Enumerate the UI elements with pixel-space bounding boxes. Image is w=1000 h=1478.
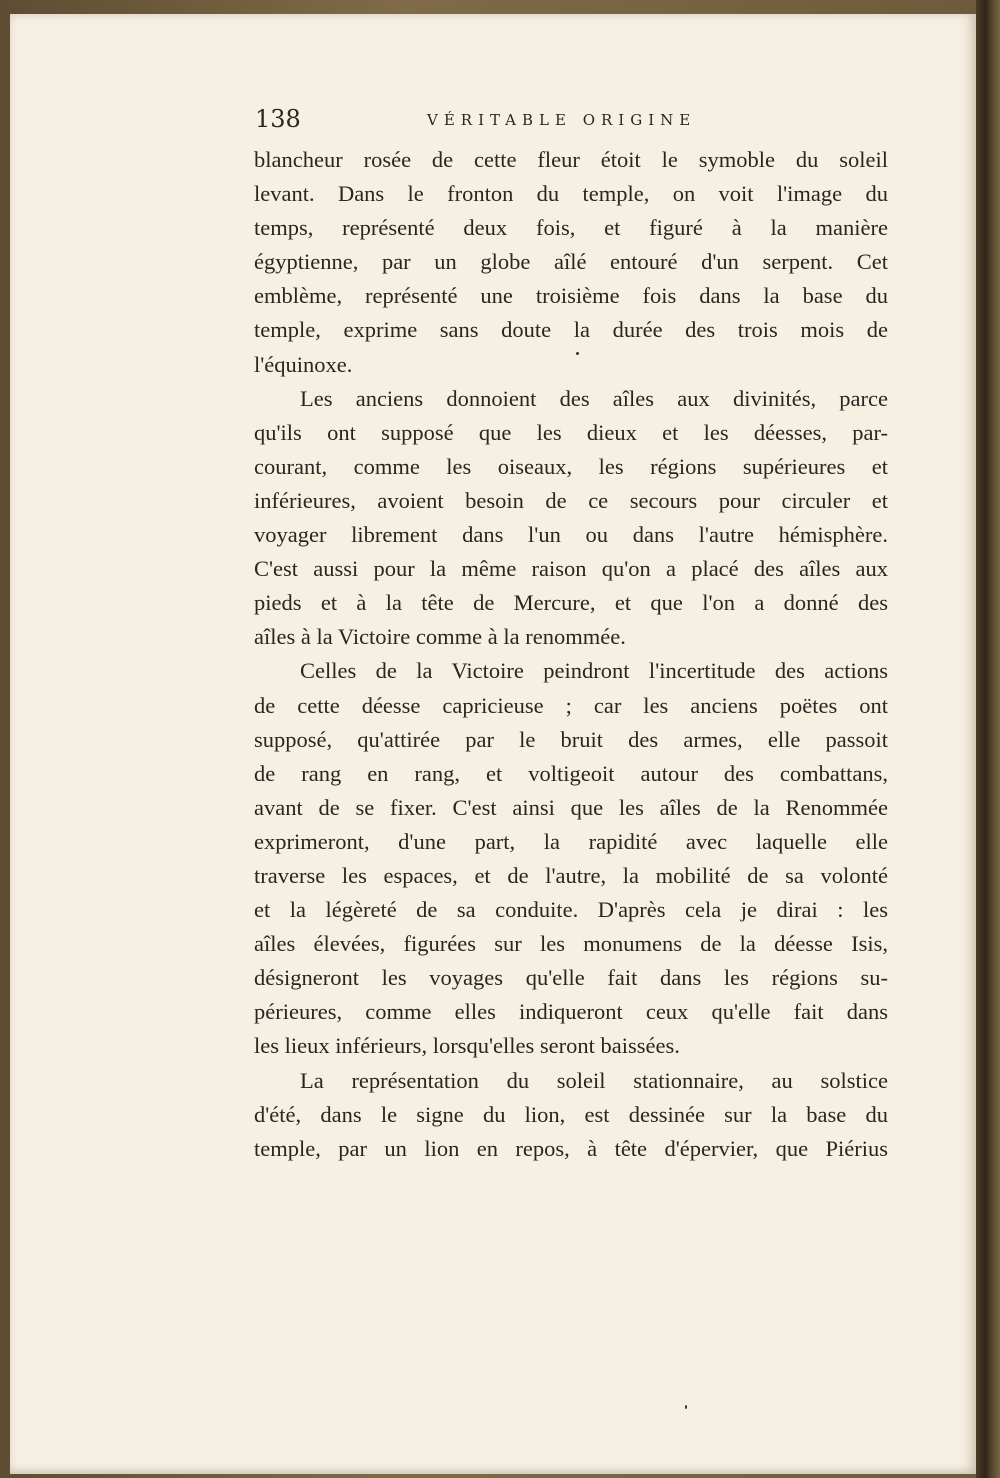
text-line: voyager librement dans l'un ou dans l'autre hémisphère. bbox=[254, 522, 888, 548]
text-line: avant de se fixer. C'est ainsi que les aîles de la Renommée bbox=[254, 794, 888, 820]
text-line: courant, comme les oiseaux, les régions supérieures et bbox=[254, 453, 888, 479]
running-head bbox=[255, 104, 895, 134]
text-line: Les anciens donnoient des aîles aux divinités, parce bbox=[300, 385, 888, 411]
text-line: C'est aussi pour la même raison qu'on a placé des aîles aux bbox=[254, 556, 888, 582]
text-line: La représentation du soleil stationnaire, au solstice bbox=[300, 1067, 888, 1093]
text-line: blancheur rosée de cette fleur étoit le symoble du soleil bbox=[254, 147, 888, 172]
text-line: de rang en rang, et voltigeoit autour des combattans, bbox=[254, 760, 888, 786]
page-number: 138 bbox=[255, 105, 301, 133]
body-text bbox=[254, 143, 888, 1166]
text-line: périeures, comme elles indiqueront ceux qu'elle fait dans bbox=[254, 999, 888, 1025]
text-line: qu'ils ont supposé que les dieux et les déesses, par- bbox=[254, 419, 888, 445]
text-line: exprimeront, d'une part, la rapidité avec laquelle elle bbox=[254, 828, 888, 854]
text-line: Celles de la Victoire peindront l'incertitude des actions bbox=[300, 658, 888, 684]
text-line: égyptienne, par un globe aîlé entouré d'un serpent. Cet bbox=[254, 249, 888, 275]
text-line: d'été, dans le signe du lion, est dessinée sur la base du bbox=[254, 1101, 888, 1127]
paper-speck bbox=[576, 352, 579, 355]
text-line: pieds et à la tête de Mercure, et que l'on a donné des bbox=[254, 590, 888, 616]
text-line: temple, exprime sans doute la durée des trois mois de bbox=[254, 317, 888, 343]
text-line: aîles à la Victoire comme à la renommée. bbox=[254, 624, 626, 650]
text-line: emblème, représenté une troisième fois dans la base du bbox=[254, 283, 888, 309]
text-line: désigneront les voyages qu'elle fait dans les régions su- bbox=[254, 965, 888, 991]
text-line: supposé, qu'attirée par le bruit des armes, elle passoit bbox=[254, 726, 888, 752]
text-line: l'équinoxe. bbox=[254, 351, 353, 377]
text-line: aîles élevées, figurées sur les monumens de la déesse Isis, bbox=[254, 931, 888, 957]
text-line: et la légèreté de sa conduite. D'après cela je dirai : les bbox=[254, 897, 888, 923]
text-line: de cette déesse capricieuse ; car les anciens poëtes ont bbox=[254, 692, 888, 718]
text-line: temple, par un lion en repos, à tête d'épervier, que Piérius bbox=[254, 1135, 888, 1161]
text-line: levant. Dans le fronton du temple, on voit l'image du bbox=[254, 181, 888, 207]
text-line: inférieures, avoient besoin de ce secours pour circuler et bbox=[254, 487, 888, 513]
text-line: les lieux inférieurs, lorsqu'elles seront baissées. bbox=[254, 1033, 680, 1059]
text-line: temps, représenté deux fois, et figuré à la manière bbox=[254, 215, 888, 241]
book-page-edges bbox=[976, 0, 1000, 1478]
text-line: traverse les espaces, et de l'autre, la mobilité de sa volonté bbox=[254, 862, 888, 888]
running-head-title: VÉRITABLE ORIGINE bbox=[427, 111, 697, 129]
paper-speck bbox=[685, 1405, 687, 1409]
